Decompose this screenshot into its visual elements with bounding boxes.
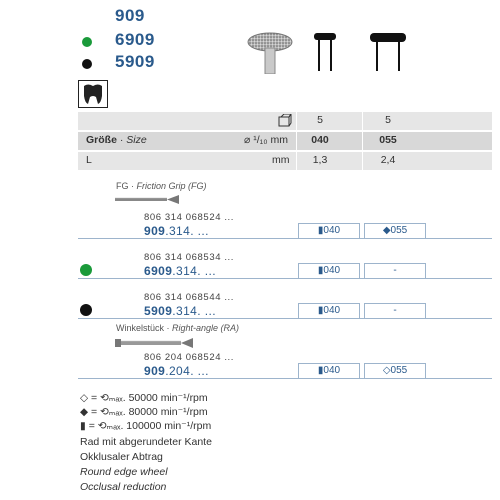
- length-040: 1,3: [312, 154, 328, 166]
- legend-item: ◇ = ⟲ₘₐₓ. 50000 min⁻¹/rpm: [80, 392, 208, 404]
- size-040-cell: ▮040: [298, 223, 360, 239]
- size-055-cell: -: [364, 263, 426, 279]
- description-de-1: Rad mit abgerundeter Kante: [80, 436, 212, 448]
- ra-caption: Winkelstück · Right-angle (RA): [116, 323, 240, 333]
- reference-number: 806 204 068524 ...: [144, 352, 235, 363]
- black-dot: [80, 304, 92, 316]
- row-divider: [78, 278, 492, 279]
- size-040-cell: ▮040: [298, 303, 360, 319]
- molar-tooth-icon: [78, 80, 108, 108]
- description-de-2: Okklusaler Abtrag: [80, 451, 163, 463]
- wheel-bur-icon: [240, 30, 300, 74]
- black-dot: [82, 59, 92, 69]
- product-code: 909.314. ...: [144, 224, 209, 238]
- row-divider: [78, 318, 492, 319]
- column-divider: [362, 112, 363, 170]
- size-040-cell: ▮040: [298, 363, 360, 379]
- length-055: 2,4: [380, 154, 396, 166]
- product-code: 6909.314. ...: [144, 264, 216, 278]
- fg-caption: FG · Friction Grip (FG): [116, 181, 207, 191]
- reference-number: 806 314 068534 ...: [144, 252, 235, 263]
- pack-quantity-040: 5: [317, 114, 323, 126]
- pack-quantity-055: 5: [385, 114, 391, 126]
- model-5909: 5909: [115, 52, 155, 71]
- reference-number: 806 314 068544 ...: [144, 292, 235, 303]
- size-055-cell: -: [364, 303, 426, 319]
- size-055-cell: ◆055: [364, 223, 426, 239]
- size-040-cell: ▮040: [298, 263, 360, 279]
- legend-item: ▮ = ⟲ₘₐₓ. 100000 min⁻¹/rpm: [80, 420, 212, 432]
- size-055: 055: [379, 134, 397, 146]
- legend-item: ◆ = ⟲ₘₐₓ. 80000 min⁻¹/rpm: [80, 406, 208, 418]
- column-divider: [296, 112, 297, 170]
- reference-number: 806 314 068524 ...: [144, 212, 235, 223]
- row-divider: [78, 238, 492, 239]
- model-6909: 6909: [115, 30, 155, 49]
- product-code: 5909.314. ...: [144, 304, 216, 318]
- model-909: 909: [115, 6, 145, 25]
- product-code: 909.204. ...: [144, 364, 209, 378]
- green-dot: [80, 264, 92, 276]
- description-en-1: Round edge wheel: [80, 466, 168, 478]
- description-en-2: Occlusal reduction: [80, 481, 167, 493]
- row-divider: [78, 378, 492, 379]
- size-055-cell: ◇055: [364, 363, 426, 379]
- fg-bur-icon: [115, 194, 185, 204]
- size-unit: ⌀ ¹/₁₀ mm: [244, 134, 288, 146]
- long-shank-silhouette-icon: [368, 33, 408, 71]
- length-unit: mm: [272, 154, 290, 166]
- short-shank-silhouette-icon: [310, 33, 340, 71]
- green-dot: [82, 37, 92, 47]
- size-040: 040: [311, 134, 329, 146]
- length-label: L: [86, 154, 92, 166]
- size-label: Größe · Size: [86, 134, 147, 146]
- ra-bur-icon: [115, 336, 195, 350]
